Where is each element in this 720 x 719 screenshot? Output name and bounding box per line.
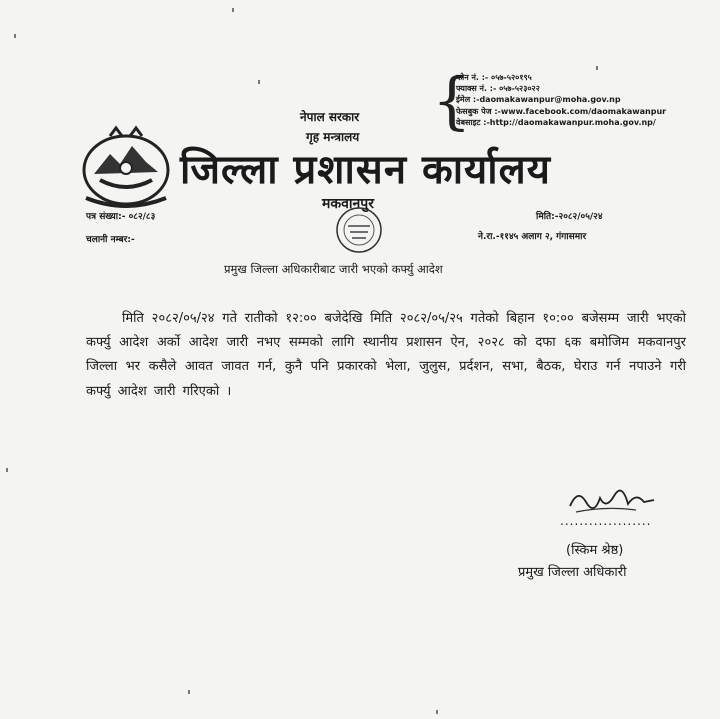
- dispatch-number: चलानी नम्बर:-: [86, 235, 135, 245]
- scan-speck: [188, 690, 190, 694]
- nepal-emblem-icon: [80, 124, 172, 210]
- contact-facebook: फेसबुक पेज :-www.facebook.com/daomakawanpur: [456, 106, 667, 116]
- ministry-name: गृह मन्त्रालय: [306, 130, 360, 144]
- scan-speck: [232, 8, 234, 12]
- signatory-name: (स्किम श्रेष्ठ): [566, 543, 624, 558]
- scan-speck: [14, 34, 16, 38]
- scan-speck: [596, 66, 598, 70]
- letter-number: पत्र संख्या:- ०८२/८३: [86, 212, 156, 222]
- contact-brace: {: [432, 64, 472, 137]
- subject-line: प्रमुख जिल्ला अधिकारीबाट जारी भएको कर्फ्यु आदेश: [224, 262, 443, 276]
- signature-icon: [566, 484, 658, 518]
- scan-speck: [258, 80, 260, 84]
- government-name: नेपाल सरकार: [300, 110, 360, 124]
- notice-body: मिति २०८२/०५/२४ गते रातीको १२:०० बजेदेखि मिति २०८२/०५/२५ गतेको बिहान १०:०० बजेसम्म जारी भएको कर्फ्यु आदेश अर्को आदेश जारी नभए सम्मको लागि स्थानीय प्रशासन ऐन, २०२८ को दफा ६क बमोजिम मकवानपुर जिल्ला भर कसैले आवत जावत गर्न, कुनै पनि प्रकारको भेला, जुलुस, प्रर्दशन, सभा, बैठक, घेराउ गर्न नपाउने गरी कर्फ्यु आदेश जारी गरिएको ।: [86, 311, 686, 399]
- scan-speck: [6, 468, 8, 472]
- district-name: मकवानपुर: [322, 196, 374, 212]
- letter-date: मिति:-२०८२/०५/२४: [536, 212, 603, 222]
- signature-dots: ...................: [560, 514, 652, 528]
- contact-email: ईमेल :-daomakawanpur@moha.gov.np: [456, 95, 621, 105]
- scan-speck: [436, 710, 438, 714]
- contact-website: वेबसाइट :-http://daomakawanpur.moha.gov.np/: [456, 117, 656, 127]
- office-stamp-icon: [330, 204, 388, 254]
- office-title: जिल्ला प्रशासन कार्यालय: [180, 146, 551, 193]
- contact-block: [456, 72, 666, 128]
- office-address: ने.रा.-११४५ अलाग २, गंगासमार: [478, 232, 587, 242]
- contact-fax: फ्याक्स नं. :- ०५७-५२३०२२: [456, 84, 540, 94]
- contact-phone: फोन नं. :- ०५७-५२०१९५: [456, 73, 532, 82]
- signatory-title: प्रमुख जिल्ला अधिकारी: [518, 565, 627, 580]
